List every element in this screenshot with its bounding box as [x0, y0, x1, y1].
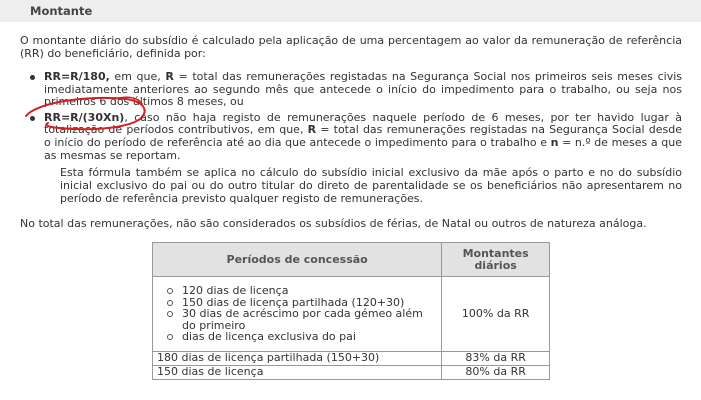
column-header-amounts: Montantes diários	[442, 243, 550, 277]
list-item: 150 dias de licença partilhada (120+30)	[165, 297, 437, 309]
exclusion-paragraph: No total das remunerações, não são considerados os subsídios de férias, de Natal ou outros de natureza análoga.	[20, 217, 647, 230]
formula-item: RR=R/(30Xn), caso não haja registo de remunerações naquele período de 6 meses, por ter havido lugar à totalização de períodos contributivos, em que, R = total das remunerações registadas na Segurança Social desde o início do período de referência até ao dia que antecede o impedimento para o trabalho e n = n.º de meses a que as mesmas se reportam.	[28, 112, 682, 162]
section-header	[0, 0, 701, 22]
periods-table	[152, 242, 550, 380]
column-header-periods: Períodos de concessão	[153, 243, 442, 277]
period-list	[157, 277, 437, 351]
table-row	[153, 351, 550, 365]
period-cell: 180 dias de licença partilhada (150+30)	[153, 351, 442, 365]
formula-text: RR=R/180,	[44, 70, 110, 83]
intro-paragraph: O montante diário do subsídio é calculado pela aplicação de uma percentagem ao valor da remuneração de referência (RR) do beneficiário, definida por:	[20, 34, 682, 60]
list-item: dias de licença exclusiva do pai	[165, 331, 437, 343]
formula-list	[28, 71, 682, 164]
list-item: 30 dias de acréscimo por cada gémeo além do primeiro	[165, 308, 437, 331]
table-row	[153, 365, 550, 379]
period-cell	[153, 277, 442, 352]
table-row	[153, 277, 550, 352]
amount-cell: 100% da RR	[442, 277, 550, 352]
period-cell: 150 dias de licença	[153, 365, 442, 379]
formula-text: RR=R/(30Xn)	[44, 110, 125, 124]
list-item: 120 dias de licença	[165, 285, 437, 297]
formula-item: RR=R/180, em que, R = total das remunerações registadas na Segurança Social nos primeiros seis meses civis imediatamente anteriores ao segundo mês que antecede o início do impedimento para o trabalho, ou seja nos primeiros 6 dos últimos 8 meses, ou	[28, 71, 682, 109]
amount-cell: 80% da RR	[442, 365, 550, 379]
table-header-row	[153, 243, 550, 277]
amount-cell: 83% da RR	[442, 351, 550, 365]
section-title: Montante	[30, 4, 93, 18]
note-paragraph: Esta fórmula também se aplica no cálculo do subsídio inicial exclusivo da mãe após o parto e no do subsídio inicial exclusivo do pai ou do outro titular do direto de parentalidade se os beneficiários não apresentarem no período de referência previsto qualquer registo de remunerações.	[60, 166, 682, 205]
